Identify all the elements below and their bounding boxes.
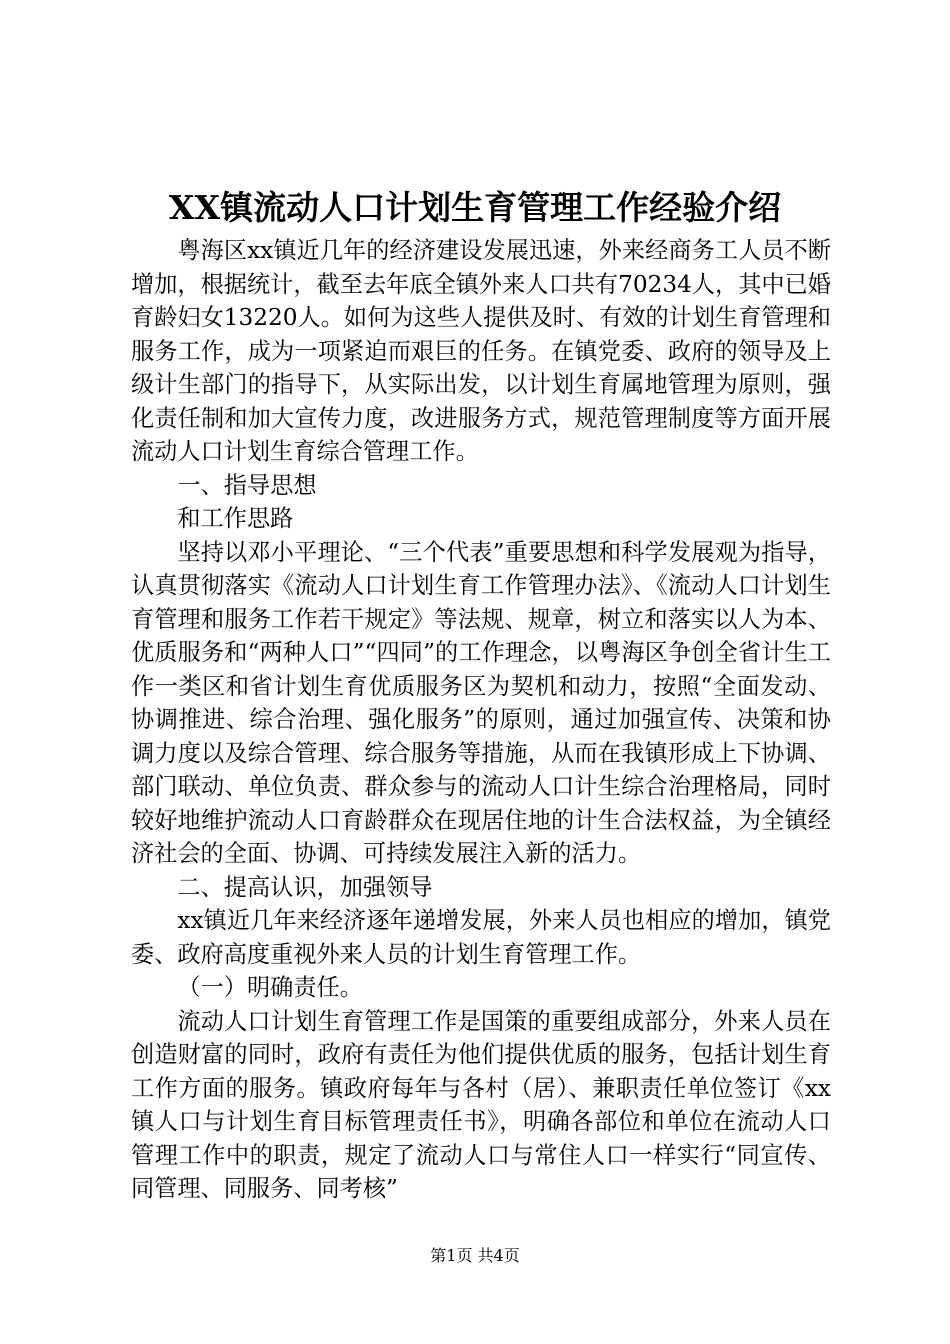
paragraph-leadership: xx镇近几年来经济逐年递增发展，外来人员也相应的增加，镇党委、政府高度重视外来人员的计划生育管理工作。	[131, 907, 831, 968]
section-heading-guiding-ideology: 一、指导思想	[177, 471, 317, 499]
document-title: XX镇流动人口计划生育管理工作经验介绍	[168, 188, 782, 227]
paragraph-guiding-principles: 坚持以邓小平理论、“三个代表”重要思想和科学发展观为指导，认真贯彻落实《流动人口计划生育工作管理办法》、《流动人口计划生育管理和服务工作若干规定》等法规、规章，树立和落实以人为本、优质服务和“两种人口”“四同”的工作理念，以粤海区争创全省计生工作一类区和省计划生育优质服务区为契机和动力，按照“全面发动、协调推进、综合治理、强化服务”的原则，通过加强宣传、决策和协调力度以及综合管理、综合服务等措施，从而在我镇形成上下协调、部门联动、单位负责、群众参与的流动人口计生综合治理格局，同时较好地维护流动人口育龄群众在现居住地的计生合法权益，为全镇经济社会的全面、协调、可持续发展注入新的活力。	[131, 538, 831, 867]
paragraph-responsibility: 流动人口计划生育管理工作是国策的重要组成部分，外来人员在创造财富的同时，政府有责任为他们提供优质的服务，包括计划生育工作方面的服务。镇政府每年与各村（居）、兼职责任单位签订《xx镇人口与计划生育目标管理责任书》，明确各部位和单位在流动人口管理工作中的职责，规定了流动人口与常住人口一样实行“同宣传、同管理、同服务、同考核”	[131, 1007, 831, 1202]
section-heading-work-approach: 和工作思路	[177, 505, 294, 532]
section-heading-leadership: 二、提高认识，加强领导	[177, 873, 433, 901]
subsection-heading-responsibility: （一）明确责任。	[177, 974, 363, 1001]
document-body	[131, 234, 831, 1206]
page-number-footer: 第1页 共4页	[430, 1246, 520, 1265]
paragraph-intro: 粤海区xx镇近几年的经济建设发展迅速，外来经商务工人员不断增加，根据统计，截至去年底全镇外来人口共有70234人，其中已婚育龄妇女13220人。如何为这些人提供及时、有效的计划生育管理和服务工作，成为一项紧迫而艰巨的任务。在镇党委、政府的领导及上级计生部门的指导下，从实际出发，以计划生育属地管理为原则，强化责任制和加大宣传力度，改进服务方式，规范管理制度等方面开展流动人口计划生育综合管理工作。	[131, 237, 831, 465]
